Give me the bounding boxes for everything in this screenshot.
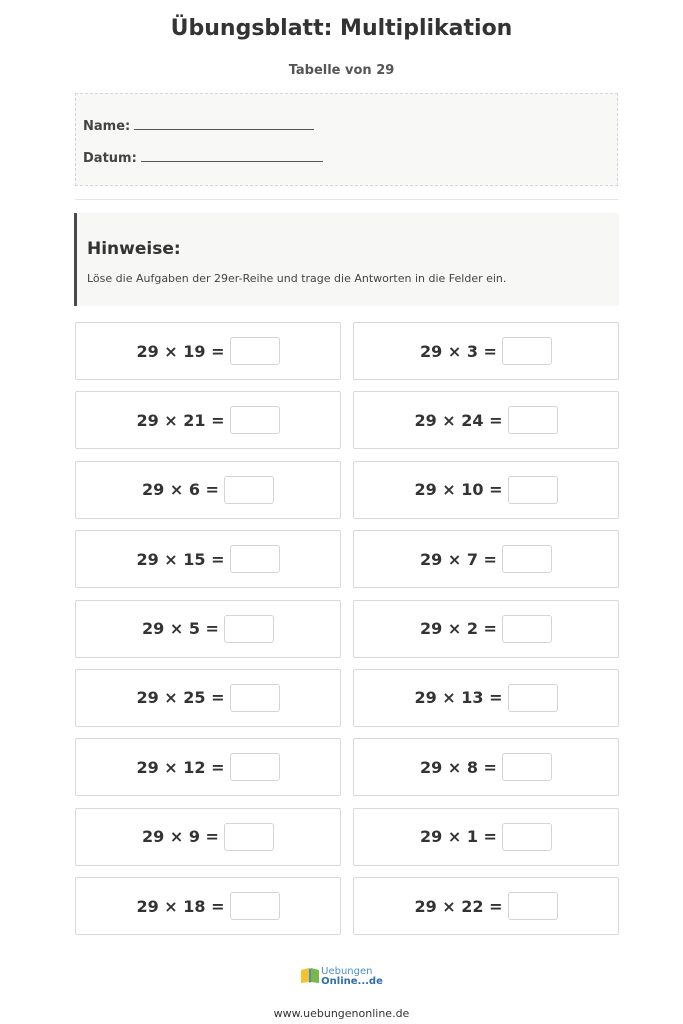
- problem-equation: 29 × 10 =: [414, 480, 503, 500]
- hints-text: Löse die Aufgaben der 29er-Reihe und trage die Antworten in die Felder ein.: [87, 272, 507, 285]
- problem-card: [75, 391, 341, 449]
- problem-card: [75, 600, 341, 658]
- problem-equation: 29 × 12 =: [136, 757, 225, 777]
- problem-equation: 29 × 19 =: [136, 341, 225, 361]
- hints-title: Hinweise:: [87, 239, 181, 259]
- problem-card: [353, 808, 619, 866]
- divider: [75, 199, 618, 200]
- name-line: [134, 117, 314, 130]
- answer-input[interactable]: [502, 545, 552, 573]
- page-subtitle: Tabelle von 29: [288, 63, 395, 78]
- answer-input[interactable]: [502, 823, 552, 851]
- problem-card: [75, 322, 341, 380]
- logo-line-1: Uebungen: [321, 966, 373, 977]
- hints-box: [74, 213, 619, 306]
- problem-card: [353, 461, 619, 519]
- problem-card: [353, 669, 619, 727]
- date-field: [83, 149, 323, 166]
- problem-card: [75, 738, 341, 796]
- answer-input[interactable]: [508, 406, 558, 434]
- answer-input[interactable]: [224, 476, 274, 504]
- problem-equation: 29 × 21 =: [136, 410, 225, 430]
- problem-card: [353, 530, 619, 588]
- logo-line-2: Online...de: [321, 976, 383, 987]
- name-field: [83, 117, 314, 134]
- problem-card: [353, 600, 619, 658]
- student-info-box: [75, 93, 618, 186]
- problem-grid: [75, 322, 619, 935]
- problem-equation: 29 × 8 =: [420, 757, 497, 777]
- problem-equation: 29 × 9 =: [142, 827, 219, 847]
- problem-card: [75, 461, 341, 519]
- answer-input[interactable]: [508, 892, 558, 920]
- problem-equation: 29 × 5 =: [142, 619, 219, 639]
- answer-input[interactable]: [230, 545, 280, 573]
- site-logo[interactable]: [0, 966, 683, 988]
- problem-equation: 29 × 1 =: [420, 827, 497, 847]
- problem-card: [75, 808, 341, 866]
- problem-equation: 29 × 6 =: [142, 480, 219, 500]
- problem-card: [353, 738, 619, 796]
- problem-card: [353, 322, 619, 380]
- page-title: Übungsblatt: Multiplikation: [170, 16, 513, 41]
- problem-equation: 29 × 3 =: [420, 341, 497, 361]
- problem-card: [353, 877, 619, 935]
- date-label: Datum:: [83, 151, 137, 166]
- name-label: Name:: [83, 119, 131, 134]
- footer-url[interactable]: www.uebungenonline.de: [273, 1007, 410, 1020]
- problem-equation: 29 × 15 =: [136, 549, 225, 569]
- logo-text: [321, 967, 383, 987]
- answer-input[interactable]: [502, 615, 552, 643]
- answer-input[interactable]: [230, 406, 280, 434]
- problem-card: [75, 877, 341, 935]
- problem-card: [75, 669, 341, 727]
- answer-input[interactable]: [502, 337, 552, 365]
- problem-equation: 29 × 22 =: [414, 896, 503, 916]
- problem-equation: 29 × 18 =: [136, 896, 225, 916]
- answer-input[interactable]: [508, 476, 558, 504]
- answer-input[interactable]: [508, 684, 558, 712]
- answer-input[interactable]: [224, 823, 274, 851]
- answer-input[interactable]: [230, 337, 280, 365]
- answer-input[interactable]: [502, 753, 552, 781]
- answer-input[interactable]: [230, 892, 280, 920]
- problem-card: [75, 530, 341, 588]
- problem-equation: 29 × 25 =: [136, 688, 225, 708]
- problem-equation: 29 × 7 =: [420, 549, 497, 569]
- date-line: [141, 149, 323, 162]
- problem-equation: 29 × 2 =: [420, 619, 497, 639]
- answer-input[interactable]: [230, 753, 280, 781]
- problem-equation: 29 × 13 =: [414, 688, 503, 708]
- answer-input[interactable]: [230, 684, 280, 712]
- answer-input[interactable]: [224, 615, 274, 643]
- problem-equation: 29 × 24 =: [414, 410, 503, 430]
- problem-card: [353, 391, 619, 449]
- book-icon: [300, 966, 320, 988]
